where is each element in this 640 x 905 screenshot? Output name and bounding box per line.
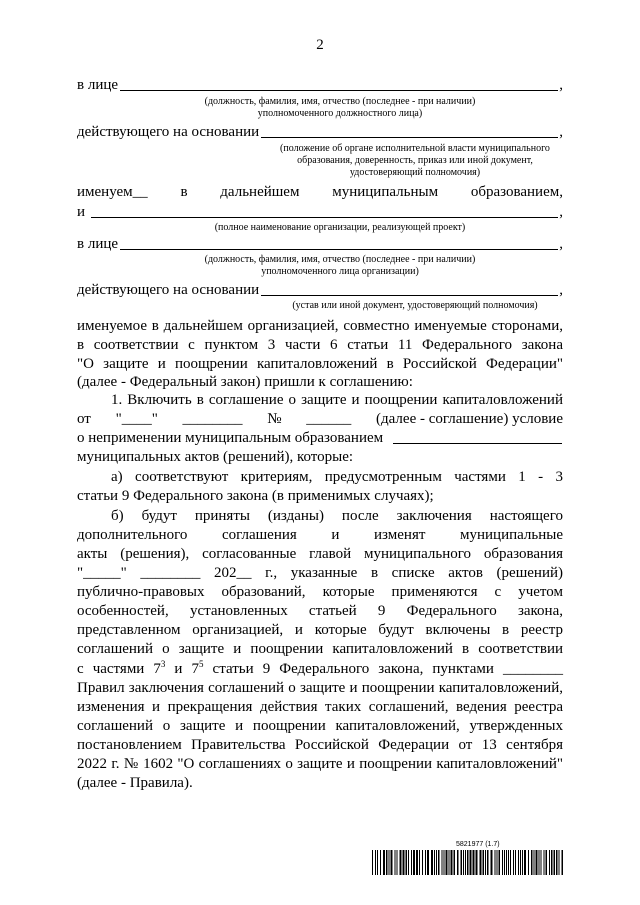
clause-1-municipality-line xyxy=(77,430,563,447)
subclause-b-line: 2022 г. № 1602 "О соглашениях о защите и поощрении капиталовложений" xyxy=(77,756,563,772)
body-line: "О защите и поощрении капиталовложений в Российской Федерации" xyxy=(77,356,563,372)
comma: , xyxy=(559,204,563,220)
number-blank: ______ xyxy=(306,411,352,427)
caption-line: (положение об органе исполнительной власти муниципального xyxy=(280,143,550,154)
comma: , xyxy=(559,282,563,298)
fill-line xyxy=(120,248,558,250)
field-caption xyxy=(120,96,560,120)
superscript: 5 xyxy=(199,659,204,669)
fill-line xyxy=(393,442,562,444)
subclause-b-line: акты (решения), согласованные главой муниципального образования xyxy=(77,546,563,562)
caption-line: уполномоченного должностного лица) xyxy=(257,108,423,119)
body-text: о неприменении муниципальным образованием xyxy=(77,430,384,446)
field-caption xyxy=(120,222,560,234)
subclause-a-line: статьи 9 Федерального закона (в применимых случаях); xyxy=(77,488,434,504)
word: дальнейшем xyxy=(220,184,300,200)
word: именуем__ xyxy=(77,184,148,200)
body-line: (далее - Федеральный закон) пришли к соглашению: xyxy=(77,374,413,390)
body-line: муниципальных актов (решений), которые: xyxy=(77,449,354,465)
naming-line xyxy=(77,184,563,201)
field-label: действующего на основании xyxy=(77,124,260,140)
field-label: и xyxy=(77,204,86,220)
caption-line: удостоверяющий полномочия) xyxy=(349,167,481,178)
subclause-b-line: представленном организацией, и которые будут включены в реестр xyxy=(77,622,563,638)
subclause-a-line: а) соответствуют критериям, предусмотренным частями 1 - 3 xyxy=(111,469,563,485)
body-line: в соответствии с пунктом 3 части 6 статьи 11 Федерального закона xyxy=(77,337,563,353)
date-day-blank: "____" xyxy=(115,411,158,427)
subclause-b-line: соглашений о защите и поощрении капиталовложений, утвержденных xyxy=(77,718,563,734)
body-text: и 7 xyxy=(165,661,200,677)
field-row-org-basis xyxy=(77,282,563,299)
comma: , xyxy=(559,77,563,93)
caption-line: (устав или иной документ, удостоверяющий полномочия) xyxy=(292,300,538,311)
fill-line xyxy=(261,294,558,296)
subclause-b-line: б) будут приняты (изданы) после заключения настоящего xyxy=(111,508,563,524)
subclause-b-line: "_____" ________ 202__ г., указанные в списке актов (решений) xyxy=(77,565,563,581)
barcode-number: 5821977 (1.7) xyxy=(456,841,500,848)
comma: , xyxy=(559,124,563,140)
clause-1-line: 1. Включить в соглашение о защите и поощрении капиталовложений xyxy=(111,392,563,408)
subclause-b-line: изменения и прекращения действия таких соглашений, ведения реестра xyxy=(77,699,563,715)
body-text: статьи 9 Федерального закона, пунктами ________ xyxy=(203,661,564,677)
field-label: в лице xyxy=(77,236,119,252)
comma: , xyxy=(559,236,563,252)
page-number: 2 xyxy=(316,37,324,53)
caption-line: уполномоченного лица организации) xyxy=(261,266,419,277)
subclause-b-line: Правил заключения соглашений о защите и поощрении капиталовложений, xyxy=(77,680,563,696)
barcode-icon xyxy=(372,850,564,875)
field-label: в лице xyxy=(77,77,119,93)
subclause-b-line: особенностей, установленных статьей 9 Федерального закона, xyxy=(77,603,563,619)
field-caption xyxy=(268,143,562,179)
fill-line xyxy=(261,136,558,138)
field-label: действующего на основании xyxy=(77,282,260,298)
field-row-organization xyxy=(77,204,563,221)
subclause-b-line: дополнительного соглашения и изменят муниципальные xyxy=(77,527,563,543)
word: образованием, xyxy=(470,184,563,200)
superscript: 3 xyxy=(160,659,166,669)
fill-line xyxy=(91,216,558,218)
caption-line: (должность, фамилия, имя, отчество (последнее - при наличии) xyxy=(204,96,476,107)
field-row-representative xyxy=(77,236,563,253)
field-row-official xyxy=(77,77,563,94)
subclause-b-line-superscripts xyxy=(77,661,563,678)
word: от xyxy=(77,411,91,427)
caption-line: (полное наименование организации, реализующей проект) xyxy=(214,222,466,233)
subclause-b-line: постановлением Правительства Российской Федерации от 13 сентября xyxy=(77,737,563,753)
field-caption xyxy=(120,254,560,278)
caption-line: образования, доверенность, приказ или иной документ, xyxy=(297,155,533,166)
fill-line xyxy=(120,89,558,91)
subclause-b-line: публично-правовых образований, которые применяются с учетом xyxy=(77,584,563,600)
word: (далее - соглашение) условие xyxy=(376,411,563,427)
subclause-b-line: соглашений о защите и поощрении капиталовложений в соответствии xyxy=(77,641,563,657)
word: в xyxy=(180,184,188,200)
subclause-b-line: (далее - Правила). xyxy=(77,775,193,791)
word: муниципальным xyxy=(332,184,439,200)
caption-line: (должность, фамилия, имя, отчество (последнее - при наличии) xyxy=(204,254,476,265)
date-month-blank: ________ xyxy=(182,411,243,427)
number-sign: № xyxy=(267,411,282,427)
body-text: с частями 7 xyxy=(77,661,161,677)
body-line: именуемое в дальнейшем организацией, совместно именуемые сторонами, xyxy=(77,318,563,334)
clause-1-date-line xyxy=(77,411,563,428)
field-caption xyxy=(268,300,562,312)
field-row-basis xyxy=(77,124,563,141)
